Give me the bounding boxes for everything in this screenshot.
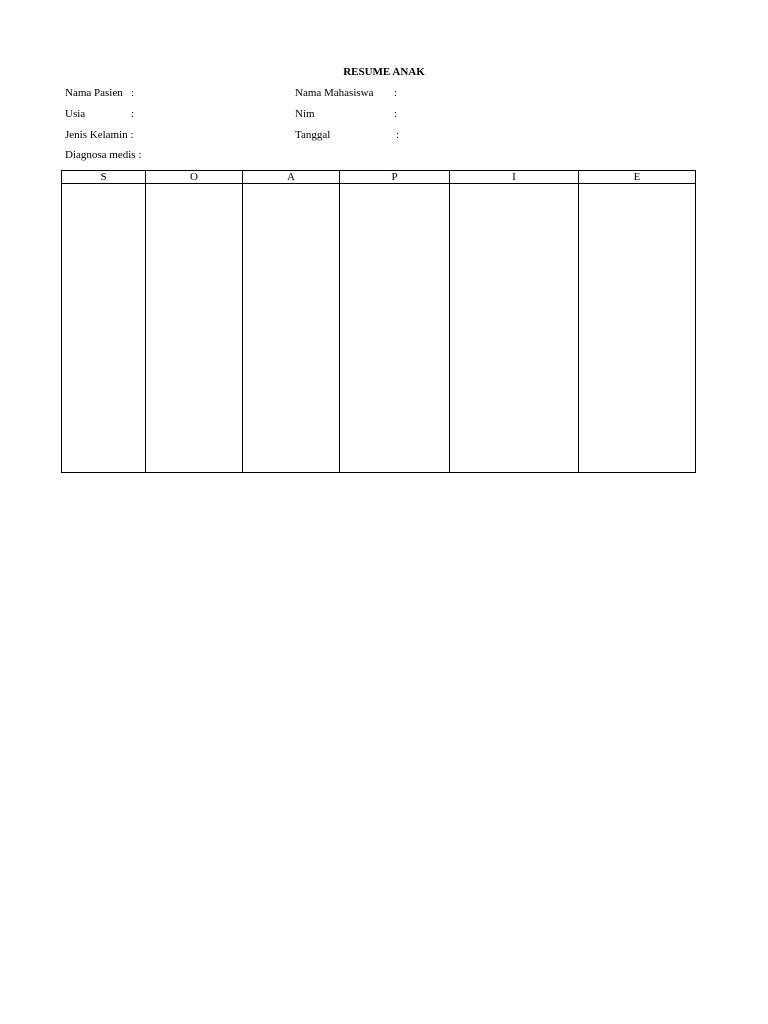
tanggal-label: Tanggal — [295, 129, 331, 141]
table-row — [62, 184, 696, 473]
header-a: A — [243, 171, 340, 184]
header-o: O — [146, 171, 243, 184]
jenis-kelamin-label: Jenis Kelamin : — [65, 129, 134, 141]
header-p: P — [340, 171, 450, 184]
soapie-table — [61, 170, 696, 473]
cell-o[interactable] — [146, 184, 243, 473]
cell-p[interactable] — [340, 184, 450, 473]
usia-label: Usia — [65, 108, 86, 120]
nama-pasien-label: Nama Pasien — [65, 87, 123, 99]
cell-s[interactable] — [62, 184, 146, 473]
header-s: S — [62, 171, 146, 184]
header-e: E — [579, 171, 696, 184]
nama-pasien-colon: : — [131, 87, 135, 99]
nama-mahasiswa-colon: : — [394, 87, 398, 99]
tanggal-colon: : — [396, 129, 400, 141]
nim-label: Nim — [295, 108, 315, 120]
nama-mahasiswa-label: Nama Mahasiswa — [295, 87, 374, 99]
document-title: RESUME ANAK — [343, 66, 425, 78]
cell-e[interactable] — [579, 184, 696, 473]
diagnosa-medis-label: Diagnosa medis : — [65, 149, 142, 161]
cell-i[interactable] — [450, 184, 579, 473]
cell-a[interactable] — [243, 184, 340, 473]
usia-colon: : — [131, 108, 135, 120]
table-header-row — [62, 171, 696, 184]
nim-colon: : — [394, 108, 398, 120]
header-i: I — [450, 171, 579, 184]
